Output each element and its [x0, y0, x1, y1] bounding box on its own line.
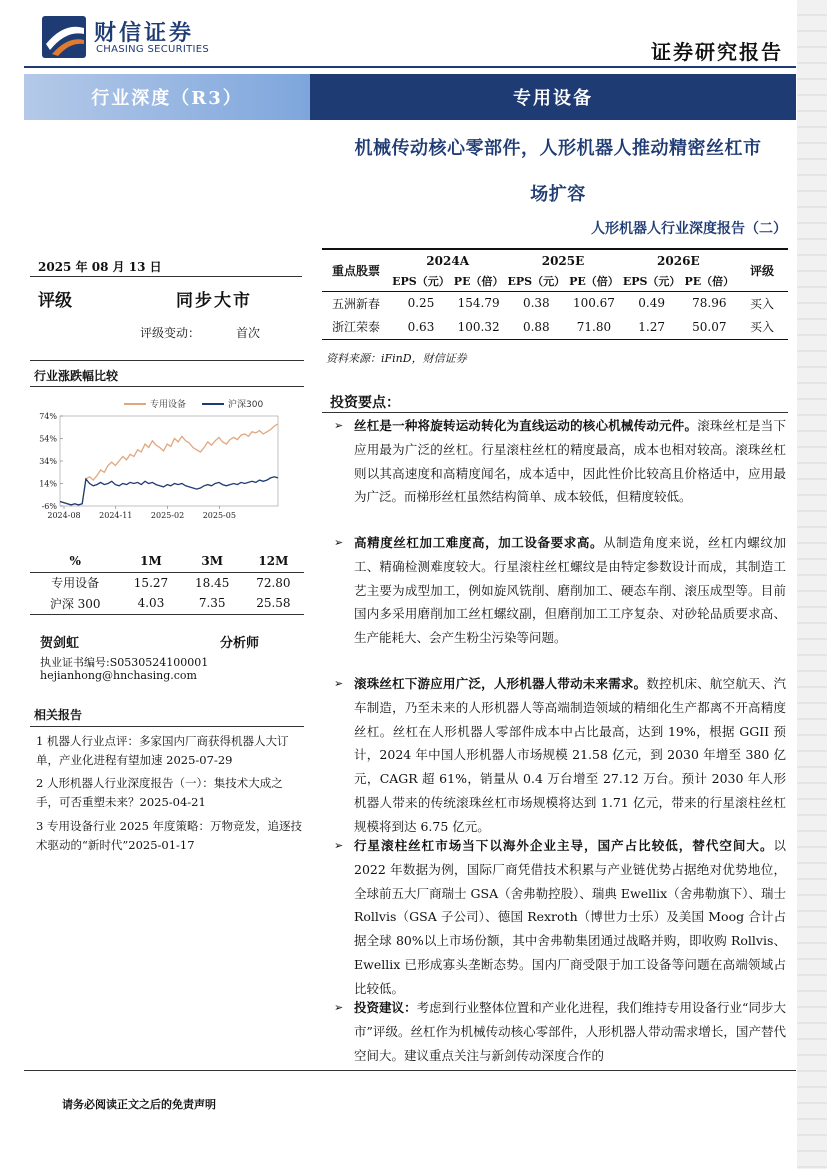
logo-text-cn: 财信证券	[94, 21, 195, 46]
investment-heading: 投资要点：	[330, 395, 400, 411]
analyst-email[interactable]: hejianhong@hnchasing.com	[40, 669, 197, 682]
investment-bullet	[334, 414, 786, 509]
x-tick-label: 2024-11	[99, 511, 133, 520]
y-tick-label: -6%	[41, 502, 57, 511]
stock-sub-pe: PE（倍）	[567, 271, 620, 291]
perf-cell: 7.35	[182, 593, 243, 614]
date-divider	[30, 276, 302, 277]
y-tick-label: 74%	[39, 412, 57, 421]
stock-cell: 0.38	[522, 296, 550, 311]
investment-bullet	[334, 834, 786, 1001]
stock-row	[322, 291, 788, 315]
perf-cell: 25.58	[243, 593, 304, 614]
stock-cell: 1.27	[621, 315, 683, 339]
investment-bullet	[334, 531, 786, 650]
rating-change-value: 首次	[236, 326, 261, 340]
stock-sub-pe: PE（倍）	[683, 271, 736, 291]
report-subtitle: 人形机器人行业深度报告（二）	[591, 221, 787, 237]
stock-name: 浙江荣泰	[322, 315, 390, 339]
related-heading: 相关报告	[34, 708, 83, 722]
logo-mark-icon	[40, 14, 90, 60]
series-line-0	[60, 424, 278, 505]
bullet-lead: 行星滚柱丝杠市场当下以海外企业主导，国产占比较低，替代空间大。	[354, 838, 774, 853]
report-date: 2025 年 08 月 13 日	[38, 260, 162, 274]
perf-cell: 72.80	[256, 575, 291, 590]
decorative-side-stripe	[797, 0, 827, 1169]
bullet-body: 从制造角度来说，丝杠内螺纹加工、精确检测难度较大。行星滚柱丝杠螺纹是由特定参数设计而成，其制造工艺主要为成型加工，例如旋风铣削、磨削加工、硬态车削、滚压成型等。目前国内多采用磨削加工丝杠螺纹副，但磨削加工工序复杂、对砂轮品质要求高、生产能耗大、会产生粉尘污染等问题。	[354, 535, 786, 646]
chart-section-divider	[30, 360, 304, 361]
analyst-name: 贺剑虹	[40, 636, 80, 651]
stock-cell: 78.96	[692, 296, 727, 311]
perf-cell: 18.45	[195, 575, 230, 590]
legend-label: 沪深300	[228, 400, 264, 410]
arrow-bullet-icon: ➢	[334, 839, 344, 852]
report-title-line2: 场扩容	[530, 184, 586, 205]
investment-bullet	[334, 996, 786, 1067]
performance-chart-svg	[30, 394, 290, 534]
arrow-bullet-icon: ➢	[334, 536, 344, 549]
stock-cell: 0.63	[390, 315, 452, 339]
perf-header: 3M	[182, 550, 243, 572]
perf-row	[30, 593, 304, 614]
analyst-role: 分析师	[220, 636, 260, 651]
report-type-label: 证券研究报告	[651, 40, 783, 64]
arrow-bullet-icon: ➢	[334, 677, 344, 690]
chart-heading: 行业涨跌幅比较	[34, 369, 119, 383]
stock-cell: 50.07	[683, 315, 736, 339]
related-divider	[30, 726, 304, 727]
investment-divider	[322, 412, 788, 413]
perf-cell: 4.03	[120, 593, 181, 614]
stock-cell: 0.49	[638, 296, 665, 311]
analyst-cert-number: 执业证书编号:S0530524100001	[40, 656, 209, 669]
related-report-item[interactable]: 1 机器人行业点评：多家国内厂商获得机器人大订单，产业化进程有望加速 2025-07-29	[36, 734, 289, 767]
stock-cell: 0.25	[407, 296, 435, 311]
bullet-lead: 滚珠丝杠下游应用广泛，人形机器人带动未来需求。	[354, 676, 647, 691]
related-report-item[interactable]: 2 人形机器人行业深度报告（一）：集技术大成之手，可否重塑未来？2025-04-21	[36, 776, 283, 809]
bullet-body: 考虑到行业整体位置和产业化进程，我们维持专用设备行业“同步大市”评级。丝杠作为机械传动核心零部件，人形机器人带动需求增长，国产替代空间大。建议重点关注与新剑传动深度合作的	[354, 1000, 786, 1063]
stock-sub-eps: EPS（元）	[390, 271, 452, 291]
disclaimer-note: 请务必阅读正文之后的免责声明	[62, 1098, 216, 1111]
rating-label: 评级	[38, 291, 72, 311]
bullet-lead: 高精度丝杠加工难度高，加工设备要求高。	[354, 535, 604, 550]
chart-heading-divider	[30, 386, 304, 387]
bullet-lead: 投资建议：	[354, 1000, 417, 1015]
related-report-item[interactable]: 3 专用设备行业 2025 年度策略：万物竞发，追逐技术驱动的“新时代”2025-01-17	[36, 819, 303, 852]
perf-header: 12M	[243, 550, 304, 572]
legend-label: 专用设备	[150, 400, 187, 410]
investment-bullet	[334, 672, 786, 839]
bullet-lead: 丝杠是一种将旋转运动转化为直线运动的核心机械传动元件。	[354, 418, 698, 433]
bullet-body: 滚珠丝杠是当下应用最为广泛的丝杠。行星滚柱丝杠的精度最高，成本也相对较高。滚珠丝杠则以其高速度和高精度闻名，成本适中，因此性价比较高且价格适中，应用最为广泛。而梯形丝杠虽然结构简单、成本较低，但精度较低。	[354, 418, 786, 505]
stock-rating: 买入	[736, 315, 788, 339]
report-title	[318, 126, 798, 218]
stock-cell: 100.32	[452, 315, 505, 339]
x-tick-label: 2025-02	[150, 511, 185, 520]
performance-table	[30, 550, 304, 615]
stock-rating: 买入	[749, 296, 774, 311]
stock-sub-eps: EPS（元）	[505, 271, 567, 291]
perf-cell: 专用设备	[51, 576, 100, 591]
y-tick-label: 54%	[39, 434, 57, 444]
arrow-bullet-icon: ➢	[334, 1001, 344, 1014]
stock-col-rating: 评级	[736, 249, 788, 291]
stock-cell: 100.67	[572, 296, 615, 311]
y-tick-label: 14%	[39, 479, 57, 489]
chart-plot-frame	[60, 416, 278, 506]
table-source-note: 资料来源：iFinD，财信证券	[326, 352, 467, 365]
perf-header: %	[30, 550, 120, 572]
rating-change-label: 评级变动：	[140, 326, 201, 340]
stock-row	[322, 315, 788, 339]
stock-year-header: 2025E	[505, 249, 620, 271]
industry-band: 专用设备	[310, 74, 796, 120]
bullet-body: 数控机床、航空航天、汽车制造，乃至未来的人形机器人等高端制造领域的精细化生产都离不开高精度丝杠。丝杠在人形机器人零部件成本中占比最高，达到 19%，根据 GGII 预计，2024 年中国人形机器人市场规模 21.58 亿元，到 2030 年增至 380 亿元，CAGR 超 61%，销量从 0.4 万台增至 27.12 万台。预计 2030 年人形机器人带来的传统滚珠丝杠市场规模将达到 1.71 亿元，带来的行星滚柱丝杠规模将到达 6.75 亿元。	[354, 676, 786, 834]
stock-year-header: 2024A	[390, 249, 505, 271]
perf-header: 1M	[120, 550, 181, 572]
report-title-line1: 机械传动核心零部件，人形机器人推动精密丝杠市	[354, 138, 762, 159]
stock-year-header: 2026E	[621, 249, 736, 271]
series-line-1	[60, 477, 278, 505]
footer-divider	[24, 1070, 796, 1071]
x-tick-label: 2024-08	[47, 511, 81, 520]
stock-sub-pe: PE（倍）	[452, 271, 505, 291]
perf-cell: 沪深 300	[30, 593, 120, 614]
key-stocks-table	[322, 248, 788, 340]
header-divider	[24, 66, 796, 68]
stock-cell: 154.79	[457, 296, 500, 311]
report-category-band: 行业深度（R3）	[24, 74, 310, 120]
x-tick-label: 2025-05	[202, 511, 236, 520]
perf-cell: 15.27	[133, 575, 169, 590]
stock-sub-eps: EPS（元）	[621, 271, 683, 291]
perf-row	[30, 572, 304, 593]
y-tick-label: 34%	[39, 457, 57, 466]
logo-text-en: CHASING SECURITIES	[96, 44, 210, 55]
stock-col-key: 重点股票	[322, 249, 390, 291]
stock-name: 五洲新春	[331, 296, 380, 311]
stock-cell: 71.80	[567, 315, 620, 339]
company-logo	[40, 14, 210, 60]
industry-performance-chart	[30, 394, 290, 534]
arrow-bullet-icon: ➢	[334, 419, 344, 432]
rating-value: 同步大市	[176, 291, 252, 311]
bullet-body: 以 2022 年数据为例，国际厂商凭借技术积累与产业链优势占据绝对优势地位，全球前五大厂商瑞士 GSA（舍弗勒控股）、瑞典 Ewellix（舍弗勒旗下）、瑞士 Rollvis（GSA 子公司）、德国 Rexroth（博世力士乐）及美国 Moog 合计占据全球 80%以上市场份额，其中舍弗勒集团通过战略并购，即收购 Rollvis、Ewellix 已形成寡头垄断态势。国内厂商受限于加工设备等问题在高端领域占比较低。	[354, 838, 786, 996]
stock-cell: 0.88	[505, 315, 567, 339]
